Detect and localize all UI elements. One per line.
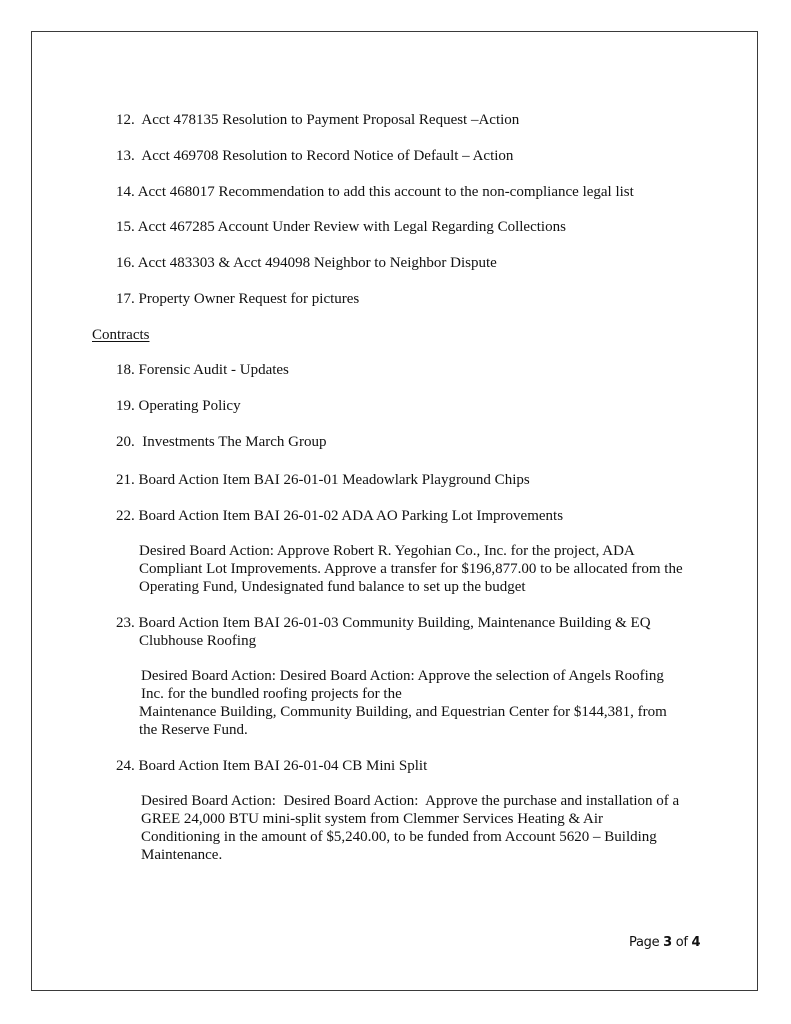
item-text: Acct 468017 Recommendation to add this account to the non-compliance legal list bbox=[137, 184, 634, 200]
agenda-item-21 bbox=[116, 471, 530, 489]
item-text: Acct 483303 & Acct 494098 Neighbor to Neighbor Dispute bbox=[137, 255, 497, 271]
agenda-item-17 bbox=[116, 290, 359, 308]
item-24-description-line: Desired Board Action: Desired Board Action: Approve the purchase and installation of a bbox=[141, 793, 680, 809]
section-heading-contracts: Contracts bbox=[92, 327, 150, 343]
page-number bbox=[629, 934, 700, 952]
item-number: 15. bbox=[116, 219, 135, 235]
item-text: Board Action Item BAI 26-01-02 ADA AO Parking Lot Improvements bbox=[138, 508, 564, 524]
agenda-item-15 bbox=[116, 218, 566, 236]
item-22-description-line: Compliant Lot Improvements. Approve a transfer for $196,877.00 to be allocated from the bbox=[139, 561, 683, 577]
total-pages: 4 bbox=[691, 935, 701, 950]
agenda-item-22 bbox=[116, 507, 563, 525]
item-text: Board Action Item BAI 26-01-03 Community Building, Maintenance Building & EQ bbox=[138, 615, 651, 631]
of-label: of bbox=[675, 935, 688, 950]
item-text: Board Action Item BAI 26-01-04 CB Mini Split bbox=[138, 758, 428, 774]
item-23-text-continued: Clubhouse Roofing bbox=[139, 633, 257, 649]
item-text: Acct 469708 Resolution to Record Notice of Default – Action bbox=[138, 148, 514, 164]
current-page: 3 bbox=[663, 935, 672, 950]
item-24-description-line: Maintenance. bbox=[141, 847, 223, 863]
item-22-description-line: Desired Board Action: Approve Robert R. Yegohian Co., Inc. for the project, ADA bbox=[139, 543, 635, 559]
item-23-description-line: Maintenance Building, Community Building, and Equestrian Center for $144,381, from bbox=[139, 704, 667, 720]
item-24-description-line: Conditioning in the amount of $5,240.00, to be funded from Account 5620 – Building bbox=[141, 829, 657, 845]
item-number: 12. bbox=[116, 112, 135, 128]
item-23-description-line: the Reserve Fund. bbox=[139, 722, 248, 738]
agenda-item-12 bbox=[116, 111, 519, 129]
item-number: 17. bbox=[116, 291, 135, 307]
item-number: 13. bbox=[116, 148, 135, 164]
item-text: Acct 467285 Account Under Review with Legal Regarding Collections bbox=[137, 219, 566, 235]
item-text: Board Action Item BAI 26-01-01 Meadowlark Playground Chips bbox=[138, 472, 530, 488]
agenda-item-24 bbox=[116, 757, 427, 775]
item-number: 18. bbox=[116, 362, 135, 378]
agenda-item-20 bbox=[116, 433, 327, 451]
agenda-item-14 bbox=[116, 183, 634, 201]
item-text: Investments The March Group bbox=[138, 434, 327, 450]
item-text: Operating Policy bbox=[138, 398, 241, 414]
item-number: 14. bbox=[116, 184, 135, 200]
item-number: 16. bbox=[116, 255, 135, 271]
agenda-item-18 bbox=[116, 361, 289, 379]
item-23-description-line: Desired Board Action: Desired Board Action: Approve the selection of Angels Roofing bbox=[141, 668, 664, 684]
agenda-item-13 bbox=[116, 147, 513, 165]
item-24-description-line: GREE 24,000 BTU mini-split system from Clemmer Services Heating & Air bbox=[141, 811, 604, 827]
item-number: 19. bbox=[116, 398, 135, 414]
item-23-description-line: Inc. for the bundled roofing projects for the bbox=[141, 686, 402, 702]
item-text: Acct 478135 Resolution to Payment Proposal Request –Action bbox=[138, 112, 520, 128]
item-22-description-line: Operating Fund, Undesignated fund balance to set up the budget bbox=[139, 579, 526, 595]
item-text: Property Owner Request for pictures bbox=[138, 291, 360, 307]
agenda-item-19 bbox=[116, 397, 241, 415]
agenda-item-23 bbox=[116, 614, 651, 632]
item-number: 23. bbox=[116, 615, 135, 631]
item-text: Forensic Audit - Updates bbox=[138, 362, 289, 378]
item-number: 21. bbox=[116, 472, 135, 488]
item-number: 22. bbox=[116, 508, 135, 524]
page-label: Page bbox=[629, 935, 660, 950]
item-number: 24. bbox=[116, 758, 135, 774]
item-number: 20. bbox=[116, 434, 135, 450]
agenda-item-16 bbox=[116, 254, 497, 272]
